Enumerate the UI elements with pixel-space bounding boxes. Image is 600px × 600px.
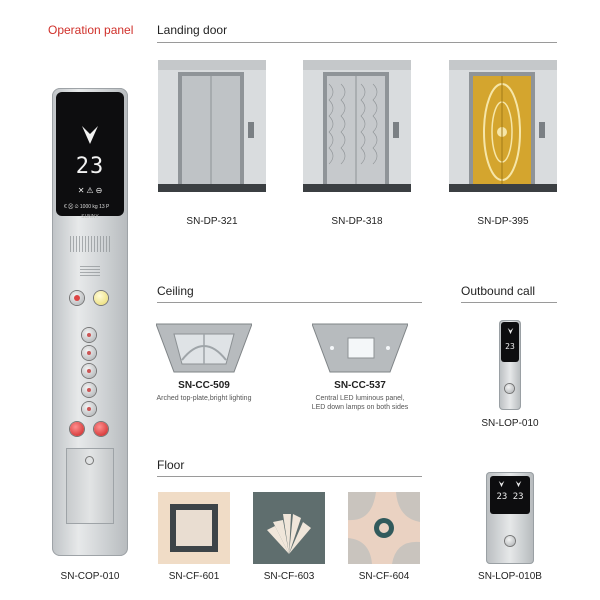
floor-caption-sn-cf-601: SN-CF-601 [168,571,220,582]
ceiling-caption-sn-cc-537: SN-CC-537 [334,380,386,391]
floor-divider [157,476,422,477]
floor-tile-sn-cf-603 [253,492,325,564]
floor-tile-sn-cf-604 [348,492,420,564]
floor-title: Floor [157,458,185,472]
door-open-button[interactable] [94,422,108,436]
ceiling-desc2-sn-cc-537: LED down lamps on both sides [311,404,409,411]
alarm-button[interactable] [70,291,84,305]
ceiling-caption-sn-cc-509: SN-CC-509 [178,380,230,391]
lop-caption-sn-lop-010: SN-LOP-010 [481,418,539,429]
speaker-grille [70,236,110,252]
door-image-sn-dp-395 [449,60,557,192]
floor-tile-sn-cf-601 [158,492,230,564]
landing-door-divider [157,42,557,43]
door-image-sn-dp-321 [158,60,266,192]
floor-button-4[interactable] [82,346,96,360]
operation-panel-cop [52,88,128,556]
floor-button-3[interactable] [82,364,96,378]
down-arrow-icon [80,124,100,146]
hall-call-button[interactable] [505,536,515,546]
lop-caption-sn-lop-010b: SN-LOP-010B [478,571,542,582]
ceiling-divider [157,302,422,303]
outbound-call-title: Outbound call [461,284,536,298]
lop-b-floor-indicator: 23 23 [496,492,524,502]
floor-indicator: 23 [75,154,105,179]
capacity-info: € ⛒ ⊘ 1000 kg 13 P [64,204,110,210]
ceiling-image-sn-cc-537 [312,322,408,378]
ceiling-desc-sn-cc-537: Central LED luminous panel, [315,395,405,402]
floor-button-2[interactable] [82,383,96,397]
key-lock-icon [85,456,94,465]
door-caption-sn-dp-395: SN-DP-395 [477,216,529,227]
ceiling-image-sn-cc-509 [156,322,252,378]
status-icons: ✕⚠⊖ [77,186,105,195]
door-image-sn-dp-318 [303,60,411,192]
floor-caption-sn-cf-603: SN-CF-603 [263,571,315,582]
floor-button-1[interactable] [82,402,96,416]
door-close-button[interactable] [70,422,84,436]
door-caption-sn-dp-318: SN-DP-318 [331,216,383,227]
down-arrow-icon [515,480,522,488]
cop-caption: SN-COP-010 [60,571,120,582]
floor-button-5[interactable] [82,328,96,342]
down-arrow-icon [507,327,514,335]
lop-display [501,322,519,362]
door-caption-sn-dp-321: SN-DP-321 [186,216,238,227]
hall-call-button[interactable] [505,384,514,393]
down-arrow-icon [498,480,505,488]
operation-panel-title: Operation panel [48,23,134,37]
cop-display [56,92,124,220]
brand-label: SUNNY [81,214,99,220]
floor-caption-sn-cf-604: SN-CF-604 [358,571,410,582]
intercom-grille [80,264,100,276]
landing-door-title: Landing door [157,23,228,37]
call-bell-button[interactable] [94,291,108,305]
lop-b-display [490,476,530,514]
lop-floor-indicator: 23 [505,342,515,351]
lop-panel-sn-lop-010 [499,320,521,410]
outbound-call-divider [461,302,557,303]
lop-panel-sn-lop-010b [486,472,534,564]
ceiling-title: Ceiling [157,284,194,298]
ceiling-desc-sn-cc-509: Arched top-plate,bright lighting [156,395,252,402]
